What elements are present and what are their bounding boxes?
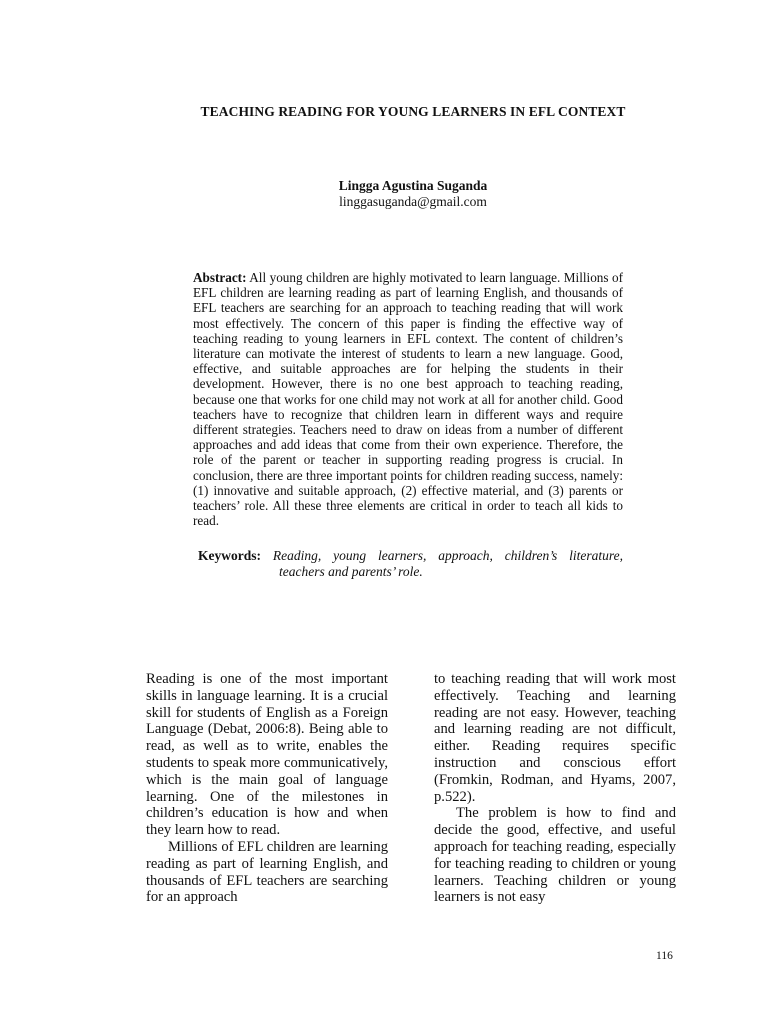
paper-title: TEACHING READING FOR YOUNG LEARNERS IN EFL CONTEXT (200, 104, 626, 119)
body-paragraph: to teaching reading that will work most effectively. Teaching and learning reading are not easy. However, teaching and learning reading are not difficult, either. Reading requires specific instruction and conscious effort (Fromkin, Rodman, and Hyams, 2007, p.522). (434, 671, 676, 805)
keyword: approach, (438, 548, 493, 563)
body-paragraph: Reading is one of the most important skills in language learning. It is a crucial skill for students of English as a Foreign Language (Debat, 2006:8). Being able to read, as well as to write, enables the students to speak more communicatively, which is the main goal of language learning. One of the milestones in children’s education is how and when they learn how to read. (146, 671, 388, 839)
body-paragraph: The problem is how to find and decide the good, effective, and useful approach for teaching reading, especially for teaching reading to children or young learners. Teaching children or young learners is not easy (434, 805, 676, 906)
body-paragraph: Millions of EFL children are learning reading as part of learning English, and thousands of EFL teachers are searching for an approach (146, 838, 388, 906)
abstract (193, 270, 623, 528)
keyword: children’s (504, 548, 558, 563)
page-number: 116 (656, 950, 673, 962)
abstract-label: Abstract: (193, 270, 247, 285)
author-email: linggasuganda@gmail.com (339, 194, 487, 209)
keywords (198, 548, 623, 580)
keyword: Reading, (272, 548, 322, 563)
body-column-right (434, 671, 676, 906)
author-name: Lingga Agustina Suganda (338, 178, 488, 193)
keywords-line-1 (198, 548, 623, 564)
keyword: literature, (569, 548, 623, 563)
body-column-left (146, 671, 388, 906)
author-block (0, 178, 768, 210)
keyword: young (333, 548, 367, 563)
keywords-line-2: teachers and parents’ role. (279, 564, 423, 579)
abstract-text: All young children are highly motivated to learn language. Millions of EFL children are learning reading as part of learning English, and thousands of EFL teachers are searching for an approach to teaching reading that will work most effectively. The concern of this paper is finding the effective way of teaching reading to young learners in EFL context. The content of children’s literature can motivate the interest of students to learn a new language. Good, effective, and suitable approaches are for helping the students in their development. However, there is no one best approach to teaching reading, because one that works for one child may not work at all for another child. Good teachers have to recognize that children learn in different ways and require different strategies. Teachers need to draw on ideas from a number of different approaches and add ideas that come from their own experience. Therefore, the role of the parent or teacher in supporting reading progress is crucial. In conclusion, there are three important points for children reading success, namely: (1) innovative and suitable approach, (2) effective material, and (3) parents or teachers’ role. All these three elements are critical in order to teach all kids to read. (193, 270, 623, 529)
keyword: learners, (378, 548, 427, 563)
keywords-label: Keywords: (198, 548, 261, 563)
